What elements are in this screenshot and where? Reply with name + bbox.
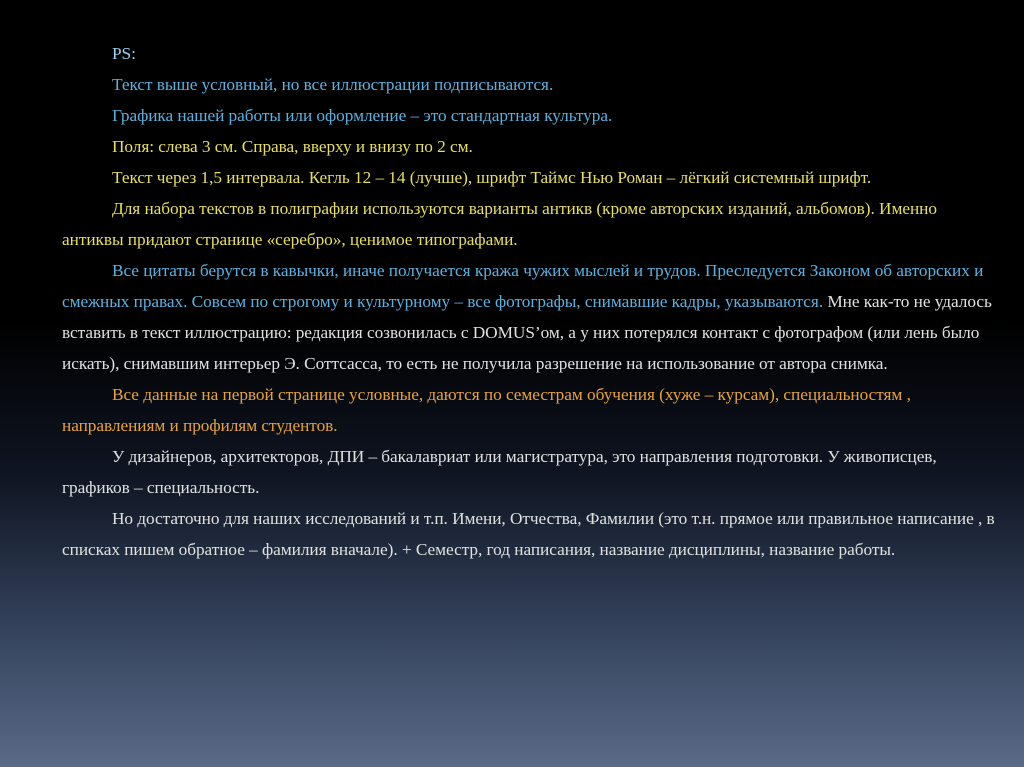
ps-label: PS: [112,44,136,63]
slide-body [62,38,1002,565]
paragraph-naming: Но достаточно для наших исследований и т.п. Имени, Отчества, Фамилии (это т.н. прямое или правильное написание , в списках пишем обратное – фамилия вначале). + Семестр, год написания, название дисциплины, название работы. [62,509,995,559]
paragraph-font: Текст через 1,5 интервала. Кегль 12 – 14 (лучше), шрифт Таймс Нью Роман – лёгкий системный шрифт. [112,168,872,187]
paragraph-citations [62,255,1002,379]
paragraph-degrees: У дизайнеров, архитекторов, ДПИ – бакалавриат или магистратура, это направления подготовки. У живописцев, графиков – специальность. [62,447,937,497]
citations-rule-text: Все цитаты берутся в кавычки, иначе получается кража чужих мыслей и трудов. Преследуется Законом об авторских и смежных правах. Совсем по строгому и культурному – все фотографы, снимавшие кадры, указываются. [62,261,984,311]
paragraph-graphics: Графика нашей работы или оформление – это стандартная культура. [112,106,613,125]
paragraph-illustrations: Текст выше условный, но все иллюстрации подписываются. [112,75,554,94]
paragraph-first-page-data: Все данные на первой странице условные, даются по семестрам обучения (хуже – курсам), специальностям , направлениям и профилям студентов. [62,385,911,435]
paragraph-margins: Поля: слева 3 см. Справа, вверху и внизу по 2 см. [112,137,473,156]
paragraph-antiqua: Для набора текстов в полиграфии используются варианты антикв (кроме авторских изданий, альбомов). Именно антиквы придают странице «серебро», ценимое типографами. [62,199,937,249]
citations-example-text: Мне как-то не удалось вставить в текст иллюстрацию: редакция созвонилась с DOMUS’ом, а у них потерялся контакт с фотографом (или лень было искать), снимавшим интерьер Э. Соттсасса, то есть не получила разрешение на использование от автора снимка. [62,292,992,373]
